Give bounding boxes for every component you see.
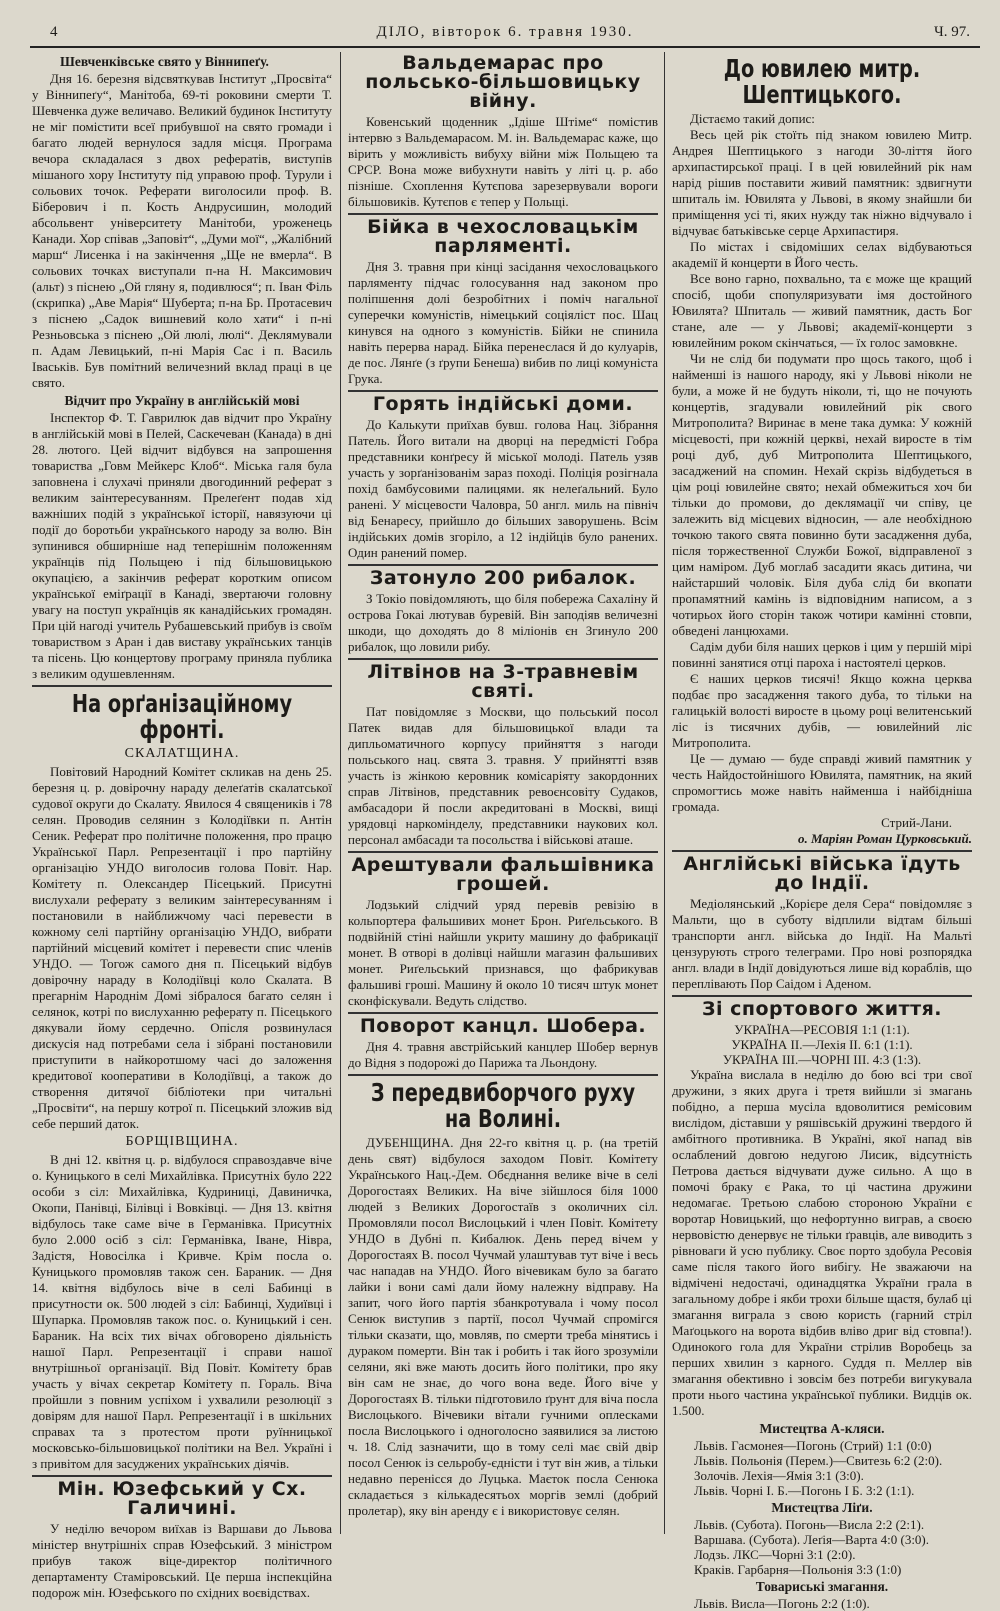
divider (348, 658, 658, 660)
article (348, 218, 658, 387)
article-text: Дня 4. травня австрійський канцлер Шобер вернув до Відня з подорожі до Парижа та Льондону. (348, 1039, 658, 1070)
result-line: Львів. Гасмонея—Погонь (Стрий) 1:1 (0:0) (694, 1438, 932, 1453)
result-line: Львів. (Субота). Погонь—Висла 2:2 (2:1). (694, 1517, 925, 1532)
result-line: Львів. Чорні І. Б.—Погонь І Б. 3:2 (1:1). (694, 1483, 915, 1498)
article-text: Інспектор Ф. Т. Гаврилюк дав відчит про Україну в англійській мові в Пелей, Саскечеван (Канада) в дні 28. лютого. Цей відчит відбувся на запрошення товариства „Говм Мейкерс Клоб“. Міська галя була заповнена і слухачі приняли двогодинний реферат з великим заінтересуванням. Прелеґент подав хід важніших подій з української історії, навязуючи ці події до боротьби українського народу за волю. Він зупинився обширніше над теперішнім положенням українців під Польщею і під більшовицькою окупацією, а закінчив реферат коротким описом української еміґрації в Канаді, звертаючи головну увагу на поступ українців як канадійських громадян. При цій нагоді учитель Рубашевський прибув із своїм товариством з Аран і дав виставу українських танців та пісень. Цю концертову програму приняла публика з великим одушевленням. (32, 410, 332, 681)
article-title: Затонуло 200 рибалок. (369, 567, 637, 589)
article-text: Медіолянський „Корієре деля Сера“ повідомляє з Мальти, що в суботу відплили відтам більші транспорти англ. війська до Індії. На Мальті цензурують строго телеграми. Про нові розпорядка англ. влади в Індії довідуються лише від кораблів, що переплівають Пор Саідом і Аденом. (672, 896, 972, 991)
divider (348, 564, 658, 566)
article-text: По містах і свідоміших селах відбуваються академії й концерти в Його честь. (672, 239, 972, 270)
article-title: Англійські війська їдуть до Індії. (683, 853, 961, 894)
article (348, 856, 658, 1009)
divider (348, 390, 658, 392)
result-line: Лодзь. ЛКС—Чорні 3:1 (2:0). (694, 1547, 856, 1562)
page-number: 4 (50, 24, 58, 40)
article-title: Шевченківське свято у Віннипеґу. (60, 54, 269, 69)
article-text: У неділю вечором виїхав із Варшави до Львова міністер внутрішніх справ Юзефський. З міністром прибув також віце-директор політичного департаменту Стаміровський. Це перша інспекційна подорож мін. Юзефського по східних воєвідствах. (32, 1521, 332, 1600)
masthead-line: ДІЛО, вівторок 6. травня 1930. (376, 24, 634, 40)
article (32, 54, 332, 391)
result-line: Краків. Гарбарня—Польонія 3:3 (1:0) (694, 1562, 902, 1577)
article-text: Ковенський щоденник „Ідіше Штіме“ помістив інтервю з Вальдемарасом. М. ін. Вальдемарас каже, що вірить у можливість вибуху війни між Польщею та СРСР. Вона може вибухнути навіть у літі ц. р. або пізніше. Схоплення Кутєпова зарезервували вороги більшовиків. Кутєпов є тепер у Польщі. (348, 114, 658, 209)
article (348, 1017, 658, 1071)
article-text: Садім дуби біля наших церков і цим у першій мірі повинні занятися отці пароха і настоятелі церков. (672, 639, 972, 670)
article-title: До ювилею митр. Шептицького. (723, 54, 921, 109)
article-text: Це — думаю — буде справді живий памятник у честь Найдостойнішого Ювилята, памятник, на який спромогтись може навіть найменша і найбідніша громада. (672, 751, 972, 814)
results-heading: Мистецтва Ліґи. (771, 1500, 873, 1515)
article-text: Лодзький слідчий уряд перевів ревізію в кольпортера фальшивих монет Брон. Риґельського. В подвійній стіні найшли укриту машину до фабрикації монет. В отворі в долівці найшли магазин фальшивих монет. Риґельський признався, що фабрикував фальшиві гроші. Машину й около 10 тисяч штук монет сконфіскували. Ведуть слідство. (348, 897, 658, 1008)
article-text: Є наших церков тисячі! Якщо кожна церква подбає про засадження такого дуба, то тільки на галицькій волості виросте в цьому році велитенський ліс із тисячних дубів, — ювилейний ліс Митрополита. (672, 671, 972, 750)
article-text: Весь цей рік стоїть під знаком ювилею Митр. Андрея Шептицького з нагоди 30-ліття його архипастирської праці. І в цей ювилейний рік нам нарід рішив поставити живий памятник: здвигнути шпиталь ім. Ювилята у Львові, в якому знайшли би приміщення усі ті, яких нужду так ніжно відчувало і відчуває батьківське серце Архипастиря. (672, 127, 972, 238)
article (672, 56, 972, 847)
article-title: Арештували фальшівника грошей. (351, 854, 655, 895)
article-title: Відчит про Україну в англійській мові (64, 393, 300, 408)
article-title: Мін. Юзефський у Сх. Галичині. (57, 1478, 307, 1519)
divider (348, 213, 658, 215)
issue-number: Ч. 97. (934, 24, 970, 40)
article (32, 1480, 332, 1601)
result-line: Варшава. (Субота). Леґія—Варта 4:0 (3:0). (694, 1532, 930, 1547)
divider (32, 1475, 332, 1477)
article-title: З передвиборчого руху на Волині. (370, 1078, 636, 1133)
column-middle (348, 52, 658, 1519)
section-subtitle: СКАЛАТЩИНА. (124, 746, 240, 761)
article-title: Літвінов на 3-травневім святі. (367, 661, 639, 702)
article-text: Пат повідомляє з Москви, що польський посол Патек видав для більшовицької влади та дипльоматичного корпусу прийняття з нагоди польського нац. свята 3. травня. У прийнятті взяв участь із жінкою керовник комісаріяту закордонних справ Літвінов, представник ревоєнсовіту Судаков, амбасадори й посли акредитовані в Москві, вищі урядовці наркомінделу, представники наукових кол. персонал амбасади та посольства і військові аташе. (348, 704, 658, 847)
article-text: Повітовий Народний Комітет скликав на день 25. березня ц. р. довірочну нараду делеґатів скалатської судової округи до Скалату. Явилося 4 священиків і 78 селян. Проводив селянин з Колодіївки п. Антін Сеник. Реферат про політичне положення, про працю Української Парл. Репрезентації і про партійну організацію УНДО виголосив голова Повіт. Нар. Комітету п. Олександер Пісецький. Присутні вислухали реферату з великим заінтересуванням і постановили в найближчому часі перевести в кожному селі партійну організацію УНДО, вибрати партійний місцевий комітет і перевести спис членів УНДО. — Тогож самого дня п. Пісецький відбув довірочну нараду в Колодіївці коло Скалата. В прегарнім Народнім Домі зібралося багато селян і селянок, котрі по вислуханню реферату п. Пісецького дякували йому сердечно. Опісля розвинулася дискусія над потребами села і зібрані постановили приступити в найкоротшому часі до заложення кредитової кооперативи в Колодіївці, а також до створення дитячої бібліотеки при читальні „Просвіти“, на першу котрої п. Пісецький зложив від себе перший даток. (32, 764, 332, 1131)
article-title: Зі спортового життя. (701, 998, 943, 1020)
article-text: Чи не слід би подумати про щось такого, щоб і найменші із нашого народу, які у Львові ніколи не були, а може й не будуть ніколи, ті, що не почують концертів, згадували ювилейний рік свого Митрополита? Виринає в мене така думка: У кожній місцевості, при кожній церкві, нехай виросте в тім році дуб, дуб Митрополита Шептицького, засаджений на спомин. Нехай скрізь відбудеться в цім році ювилейне свято; нехай обмежиться хоч би тільки до промови, до деклямації чи співу, це залежить від місцевих відносин, — але необхідною точкою такого свята повинно бути засадження дуба, після торжественної Служби Божої, відправленої з цим наміром. Дуб моглаб засадити якась дитина, чи найстарший чоловік. Біля дуба слід би вкопати пропамятний камінь із відповідним написом, а з чотирьох його сторін також чотири камінні стовпи, обведені ланцюхами. (672, 351, 972, 638)
article-text: Дістаємо такий допис: (690, 111, 815, 126)
match-score: УКРАЇНА III.—ЧОРНІ III. 4:3 (1:3). (722, 1052, 922, 1067)
signature-name: о. Маріян Роман Цурковський. (798, 831, 972, 846)
match-score: УКРАЇНА II.—Лехія II. 6:1 (1:1). (731, 1037, 913, 1052)
divider (348, 1012, 658, 1014)
article-text: Дня 3. травня при кінці засідання чехословацького парляменту підчас голосування над законом про поліпшення долі безробітних і поміч нагальної суперечки комуністів, німецький соціяліст пос. Шац кинувся на одного з комуністів. Бійки не спинила навіть перерва нарад. Бійка перенеслася й до кулуарів, де пос. Лянґе (з ґрупи Бенеша) вибив по лиці комуніста Грука. (348, 259, 658, 386)
article-title: Поворот канцл. Шобера. (359, 1015, 647, 1037)
divider (672, 995, 972, 997)
article-text: ДУБЕНЩИНА. Дня 22-го квітня ц. р. (на третій день свят) відбулося заходом Повіт. Комітету Українського Нац.-Дем. Обєднання велике віче в селі Дорогостаях Великих. На віче зійшлося біля 1000 людей з Великих Дорогостаїв з околичних сіл. Промовляли посол Вислоцький і член Повіт. Комітету УНДО в Дубні п. Кибалюк. День перед вічем у Дорогостаях В. посол Чучмай улаштував тут віче і весь час нападав на УНДО. Його вічевикам було за багато лайки і вони самі дали йому належну відправу. На запит, чого його партія збанкротувала і чому посол Сенюк виступив з партії, посол Чучмай спромігся тільки сказати, що, мовляв, по смерти треба мінятись і дураком померти. Він так і робить і так його зрозуміли селяни, які вже мають досить його політики, про яку він сам не знає, до чого вона веде. Його віче у Дорогостаях В. тільки підготовило ґрунт для віча посла Вислоцького. Вічевики вітали гучними оплесками посла Вислоцького і одноголосно заявилися за листою ч. 18. Слід зазначити, що в тому селі має свій двір посол Сенюк із сельробу-єдністи і тут він жив, а тільки недавно перенісся до Луцька. Маєток посла Сенюка складається з кількадесятьох моргів землі (добрий пролетар), яку він аренду є і використовує селян. (348, 1135, 658, 1518)
article (672, 1000, 972, 1611)
result-line: Золочів. Лехія—Ямія 3:1 (3:0). (694, 1468, 864, 1483)
match-score: УКРАЇНА—РЕСОВІЯ 1:1 (1:1). (734, 1022, 910, 1037)
article-title: Вальдемарас про польсько-більшовицьку війну. (365, 52, 641, 112)
signature-place: Стрий-Лани. (881, 815, 952, 830)
article-title: На орґанізаційному фронті. (71, 689, 293, 744)
article (32, 691, 332, 1472)
article (348, 395, 658, 561)
section-subtitle: БОРЩІВЩИНА. (125, 1134, 239, 1149)
article (348, 54, 658, 210)
result-line: Львів. Висла—Погонь 2:2 (1:0). (694, 1596, 870, 1611)
results-heading: Товариські змагання. (755, 1579, 889, 1594)
column-rule (664, 52, 665, 1534)
column-left (32, 52, 332, 1601)
results-heading: Мистецтва А-кляси. (759, 1421, 885, 1436)
column-right (672, 52, 972, 1611)
article (672, 855, 972, 992)
column-rule (340, 52, 341, 1534)
article-text: В дні 12. квітня ц. р. відбулося справоздавче віче о. Куницького в селі Михайлівка. Присутніх було 222 особи з сіл: Михайлівка, Кудриниці, Давиничка, Окопи, Панівці, Білівці і Вовківці. — Дня 13. квітня відбулось таке саме віче в Германівка. Присутніх було 2.000 осіб з сіл: Германівка, Іване, Нівра, Задістя, Новосілка і Кривче. Крім посла о. Куницького промовляв також сен. Бараник. — Дня 14. квітня відбулось віче в селі Бабинці в присутности ок. 500 людей з сіл: Бабинці, Худиївці і Шупарка. Промовляв також пос. о. Куницький і сен. Бараник. На всіх тих вічах обговорено діяльність нашої Парл. Репрезентації і справи нашої внутрішньої організації. Від Повіт. Комітету брав участь у вічах секретар Комітету п. Гораль. Віча пройшли з повним успіхом і ухвалили резолюції з довірям для нашої Парл. Репрезентації і в шкільних справах та з протестом проти руїнницької московсько-більшовицької політики на Вел. Україні і з привітом для засуджених українських діячів. (32, 1152, 332, 1471)
article (32, 393, 332, 682)
article-text: Дня 16. березня відсвяткував Інститут „Просвіта“ у Віннипеґу“, Манітоба, 69-ті роковини смерти Т. Шевченка дуже величаво. Великий будинок Інституту не міг помістити всеї прибувшої на свято громади і багато людей вернулося задля місця. Програма вечора складалася з двох рефератів, виступів мішаного хору Інституту під управою проф. Турули і сольових точок. Реферати виголосили проф. В. Біберович і п. Кость Андрусишин, молодий абсольвент університету Манітоби, уроженець Канади. Хор співав „Заповіт“, „Думи мої“, „Жалібний марш“ Лисенка і на закінчення „Ще не вмерла“. В сольових точках виступали п-на Н. Максимович (альт) з піснею „Ой гляну я, подивлюся“; п. Іван Філь (скрипка) „Аве Марія“ Шуберта; п-на Бр. Протасевич з піснею „Садок вишневий коло хати“ і п-ні Резньовська з піснею „Ой люлі, люлі“. Деклямували п. Адам Левицький, п-ні Марія Сас і п. Василь Іваськів. Був помітний величезний вклад праці в це свято. (32, 71, 332, 390)
article-text: Україна вислала в неділю до бою всі три свої дружини, з яких друга і третя вийшли зі змагань побідно, а перша мусіла вдоволитися ремісовим вислідом, діставши у ряшівській дружині твердого й амбітного противника. В Україні, якої напад вів ослаблений довгою недугою Лисик, відсутність Петрова дається відчувати дуже сильно. А що в помочі браку є Рака, то ці частина дружини недомагає. Третьою слабою стороною України є воротар Новицький, що нефортунно виграв, а своєю нервовістю денервує не тільки ґравців, але виводить з рівноваги й усю публику. Своє порто здобула Ресовія саме після такого його вибігу. Не зважаючи на відмічені недостачі, одинадцятка України грала в загальному добре і якби трохи більше щастя, булаб ці змагання виграла з свою користь (гарний стріл Маґоцького на ворота відбив вліво дриг від стовпа!). Одинокого гола для України стрілив Воробець за перших хвилин з карного. Суддя п. Меллер вів змагання обективно і зовсім без потреби вигукувала проти нього частина української публики. Видців ок. 1.500. (672, 1067, 972, 1418)
article-text: До Калькути приїхав бувш. голова Нац. Зібрання Патель. Його витали на дворці на передмісті Гобра представники конґресу й міської молоді. Патель узяв участь у зорґанізованім зараз поході. Поліція розігнала похід бамбусовими палицями. як нелеґальний. Було ранені. У місцевости Чаловра, 50 англ. миль на північ від Бенаресу, прийшло до більших заворушень. Всім індійських домів згоріло, а 12 індійців було ранених. Один ранений помер. (348, 417, 658, 560)
article (348, 663, 658, 848)
article-text: З Токіо повідомляють, що біля побережа Сахаліну й острова Гокаі лютував буревій. Він заподіяв величезні шкоди, що доходять до 8 міліонів єн Згинуло 200 рибалок, що ловили рибу. (348, 591, 658, 654)
article-text: Все воно гарно, похвально, та є може ще кращий спосіб, щоби спопуляризувати імя достойного Ювилята? Шпиталь — живий памятник, дасть Бог стане, але — у Львові; академії-концерти з ювилейним роком скінчаться, — їх голос замовкне. (672, 271, 972, 350)
article-title: Горять індійські доми. (372, 393, 634, 415)
page-header (30, 24, 980, 48)
divider (348, 851, 658, 853)
divider (348, 1074, 658, 1076)
article (348, 569, 658, 655)
article (348, 1080, 658, 1519)
divider (32, 685, 332, 687)
article-title: Бійка в чехословацькім парляменті. (367, 216, 639, 257)
divider (672, 850, 972, 852)
result-line: Львів. Польонія (Перем.)—Свитезь 6:2 (2:0). (694, 1453, 943, 1468)
